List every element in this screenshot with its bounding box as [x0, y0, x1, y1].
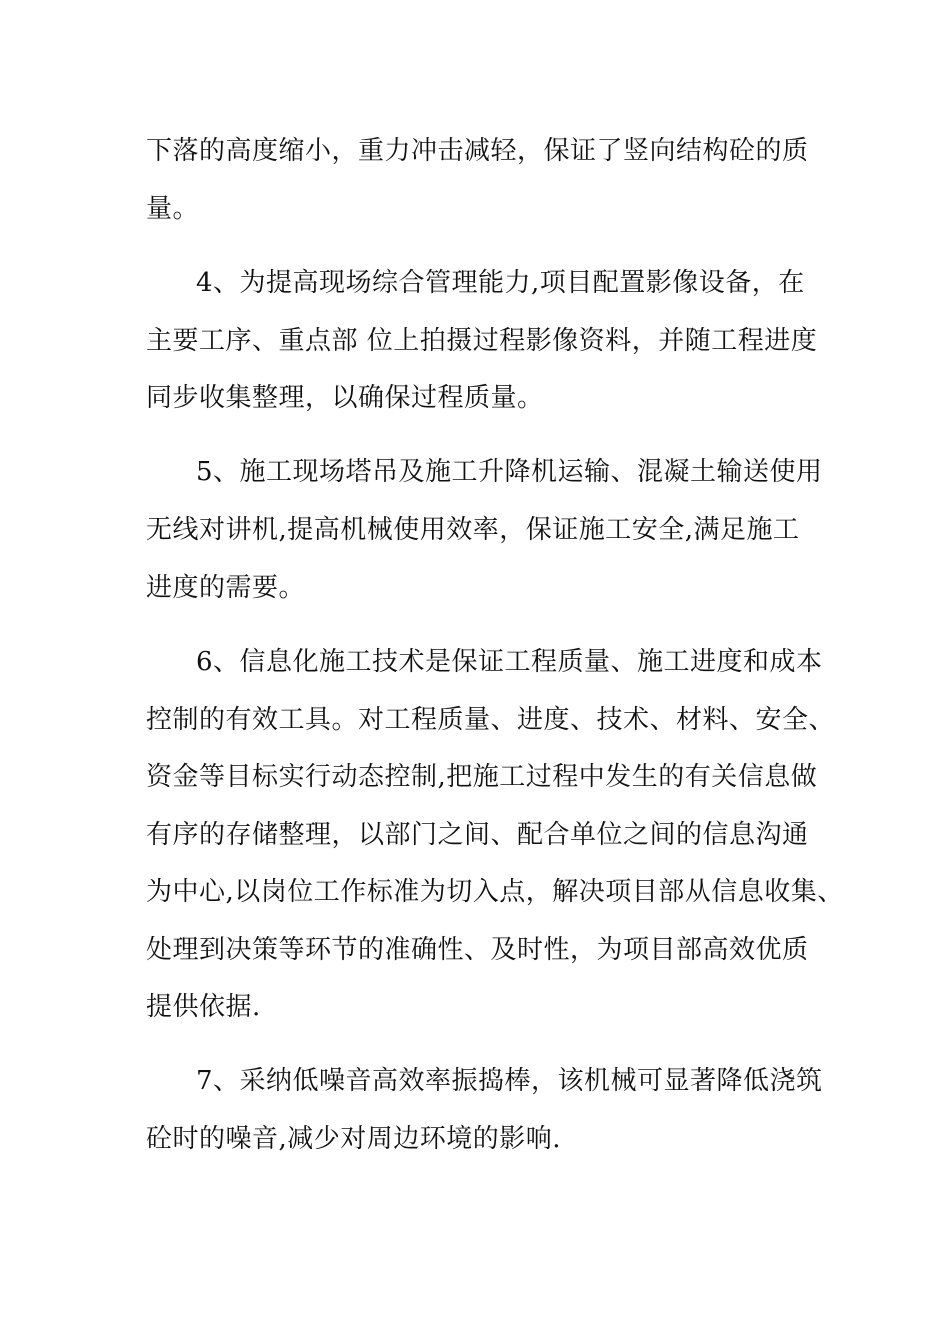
text-line: 量。: [146, 194, 200, 224]
text-line: 处理到决策等环节的准确性、及时性，为项目部高效优质: [146, 935, 809, 965]
text-line: 砼时的噪音,减少对周边环境的影响.: [146, 1124, 562, 1154]
text-line: 资金等目标实行动态控制,把施工过程中发生的有关信息做: [146, 762, 818, 792]
text-line: 控制的有效工具。对工程质量、进度、技术、材料、安全、: [146, 705, 836, 735]
text-line: 主要工序、重点部 位上拍摄过程影像资料，并随工程进度: [146, 326, 818, 356]
text-line: 4、为提高现场综合管理能力,项目配置影像设备，在: [196, 268, 805, 298]
text-line: 5、施工现场塔吊及施工升降机运输、混凝土输送使用: [196, 457, 823, 487]
text-line: 无线对讲机,提高机械使用效率，保证施工安全,满足施工: [146, 515, 800, 545]
text-line: 下落的高度缩小，重力冲击减轻，保证了竖向结构砼的质: [146, 136, 809, 166]
text-line: 提供依据.: [146, 992, 261, 1022]
text-line: 同步收集整理，以确保过程质量。: [146, 383, 544, 413]
text-line: 7、采纳低噪音高效率振捣棒，该机械可显著降低浇筑: [196, 1066, 823, 1096]
text-line: 6、信息化施工技术是保证工程质量、施工进度和成本: [196, 647, 823, 677]
text-line: 为中心,以岗位工作标准为切入点，解决项目部从信息收集、: [146, 877, 844, 907]
text-line: 有序的存储整理，以部门之间、配合单位之间的信息沟通: [146, 820, 809, 850]
text-line: 进度的需要。: [146, 573, 306, 603]
